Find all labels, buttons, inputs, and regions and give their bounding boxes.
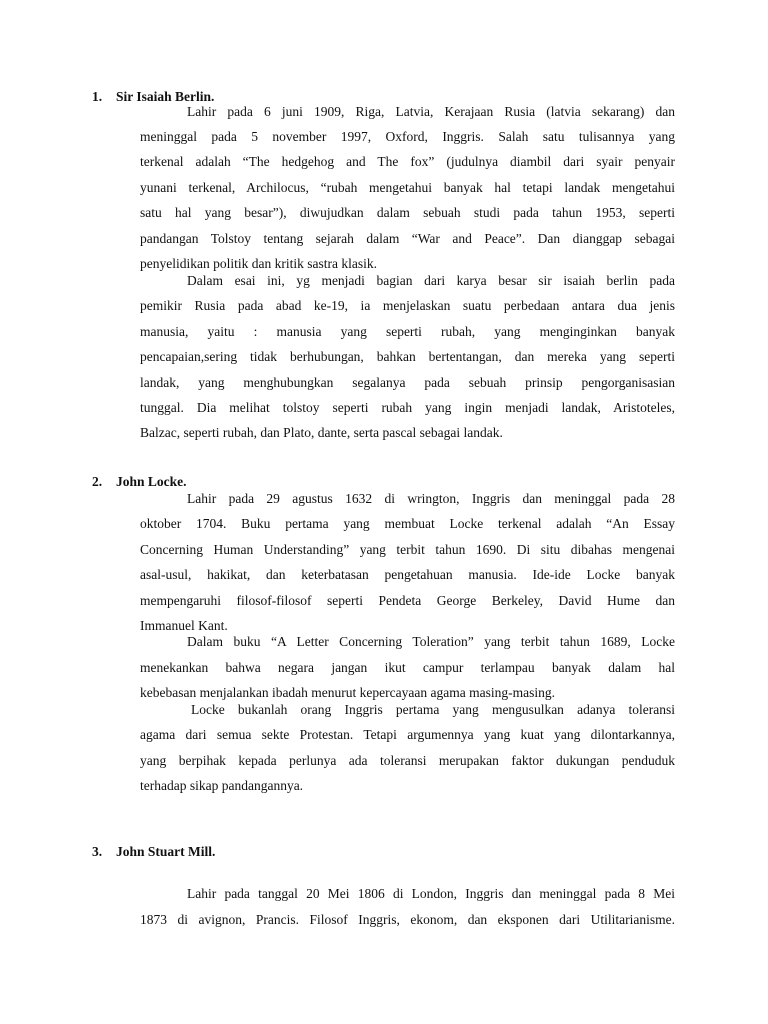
text-line: kebebasan menjalankan ibadah menurut kepercayaan agama masing-masing. <box>140 685 555 700</box>
text-line: pandangan Tolstoy tentang sejarah dalam “War and Peace”. Dan dianggap sebagai <box>140 231 675 246</box>
text-line: yunani terkenal, Archilocus, “rubah mengetahui banyak hal tetapi landak mengetahui <box>140 180 675 195</box>
text-line: manusia, yaitu : manusia yang seperti rubah, yang menginginkan banyak <box>140 324 675 339</box>
text-line: tunggal. Dia melihat tolstoy seperti rubah yang ingin menjadi landak, Aristoteles, <box>140 400 675 415</box>
text-line: Lahir pada tanggal 20 Mei 1806 di London, Inggris dan meninggal pada 8 Mei <box>187 886 675 901</box>
section-title: John Stuart Mill. <box>116 844 216 859</box>
section-number: 2. <box>92 474 103 489</box>
section-heading <box>92 474 187 490</box>
section-number: 1. <box>92 89 103 104</box>
text-line: Lahir pada 29 agustus 1632 di wrington, Inggris dan meninggal pada 28 <box>187 491 675 506</box>
text-line: terkenal adalah “The hedgehog and The fox” (judulnya diambil dari syair penyair <box>140 154 675 169</box>
text-line: oktober 1704. Buku pertama yang membuat Locke terkenal adalah “An Essay <box>140 516 675 531</box>
section-heading <box>92 89 214 105</box>
text-line: 1873 di avignon, Prancis. Filosof Inggris, ekonom, dan eksponen dari Utilitarianisme. <box>140 912 675 927</box>
text-line: asal-usul, hakikat, dan keterbatasan pengetahuan manusia. Ide-ide Locke banyak <box>140 567 675 582</box>
text-line: Dalam esai ini, yg menjadi bagian dari karya besar sir isaiah berlin pada <box>187 273 675 288</box>
section-title: Sir Isaiah Berlin. <box>116 89 215 104</box>
text-line: terhadap sikap pandangannya. <box>140 778 304 793</box>
text-line: pemikir Rusia pada abad ke-19, ia menjelaskan suatu perbedaan antara dua jenis <box>140 298 675 313</box>
text-line: Dalam buku “A Letter Concerning Toleration” yang terbit tahun 1689, Locke <box>187 634 675 649</box>
text-line: pencapaian,sering tidak berhubungan, bahkan bertentangan, dan mereka yang seperti <box>140 349 675 364</box>
text-line: satu hal yang besar”), diwujudkan dalam sebuah studi pada tahun 1953, seperti <box>140 205 675 220</box>
section-title: John Locke. <box>116 474 187 489</box>
text-line: Balzac, seperti rubah, dan Plato, dante, serta pascal sebagai landak. <box>140 425 503 440</box>
text-line: Locke bukanlah orang Inggris pertama yang mengusulkan adanya toleransi <box>191 702 675 717</box>
text-line: yang berpihak kepada perlunya ada toleransi merupakan faktor dukungan penduduk <box>140 753 675 768</box>
text-line: Immanuel Kant. <box>140 618 228 633</box>
text-line: penyelidikan politik dan kritik sastra klasik. <box>140 256 377 271</box>
text-line: Concerning Human Understanding” yang terbit tahun 1690. Di situ dibahas mengenai <box>140 542 675 557</box>
text-line: agama dari semua sekte Protestan. Tetapi argumennya yang kuat yang dilontarkannya, <box>140 727 675 742</box>
text-line: mempengaruhi filosof-filosof seperti Pendeta George Berkeley, David Hume dan <box>140 593 675 608</box>
text-line: meninggal pada 5 november 1997, Oxford, Inggris. Salah satu tulisannya yang <box>140 129 675 144</box>
section-number: 3. <box>92 844 103 859</box>
section-heading <box>92 844 215 860</box>
text-line: Lahir pada 6 juni 1909, Riga, Latvia, Kerajaan Rusia (latvia sekarang) dan <box>187 104 675 119</box>
text-line: menekankan bahwa negara jangan ikut campur terlampau banyak dalam hal <box>140 660 675 675</box>
text-line: landak, yang menghubungkan segalanya pada sebuah prinsip pengorganisasian <box>140 375 675 390</box>
